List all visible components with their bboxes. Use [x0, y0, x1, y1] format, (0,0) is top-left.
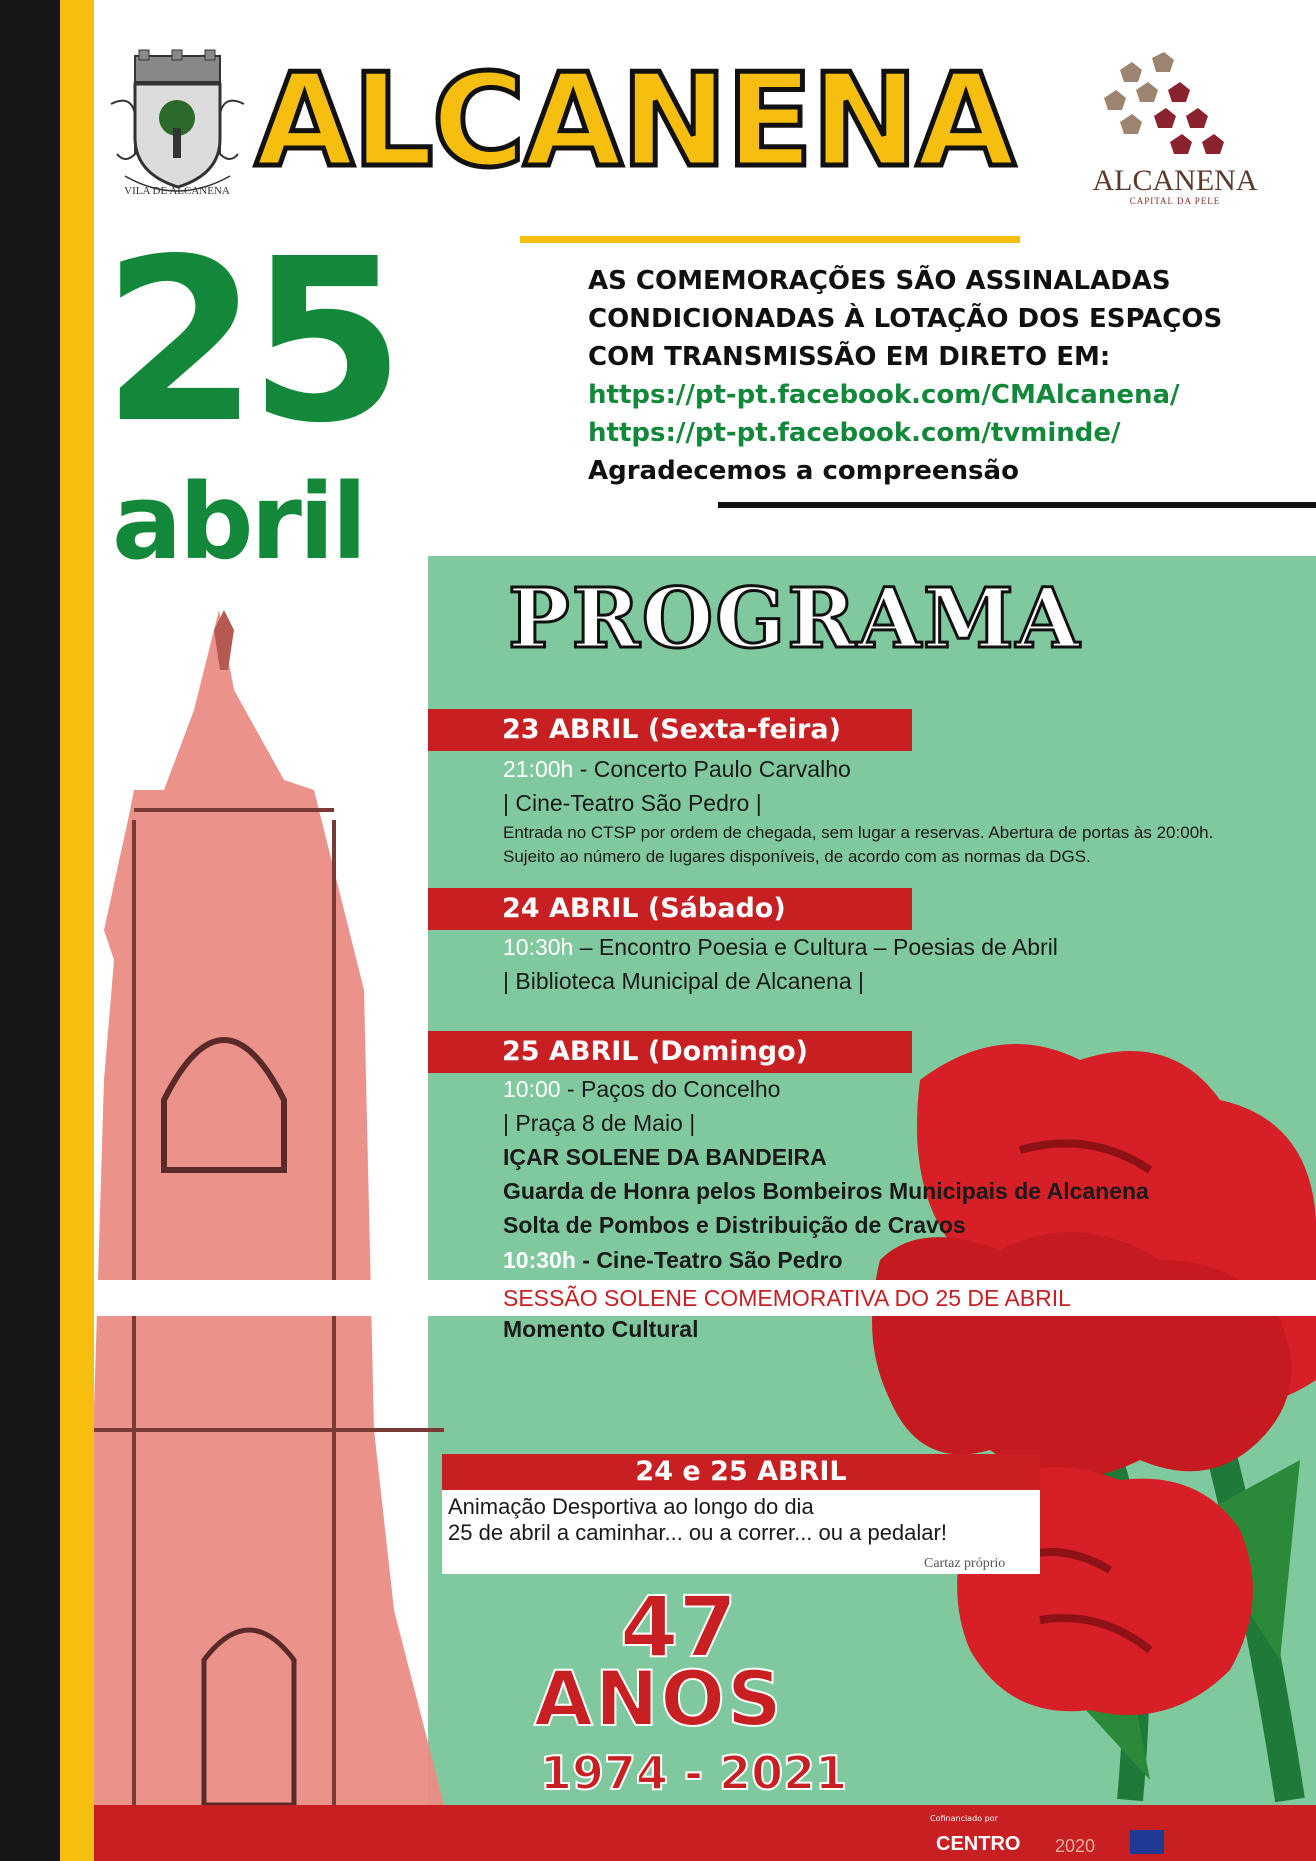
- date-month: abril: [112, 461, 365, 583]
- sessao-solene: SESSÃO SOLENE COMEMORATIVA DO 25 DE ABRIL: [503, 1285, 1071, 1311]
- page-title: ALCANENA: [255, 47, 1014, 196]
- sport-header: 24 e 25 ABRIL: [442, 1454, 1040, 1490]
- facebook-link-cmalcanena[interactable]: https://pt-pt.facebook.com/CMAlcanena/: [588, 380, 1180, 410]
- facebook-link-tvminde[interactable]: https://pt-pt.facebook.com/tvminde/: [588, 418, 1121, 448]
- anniversary-number: 47: [620, 1578, 737, 1676]
- day-header-23-abril: 23 ABRIL (Sexta-feira): [428, 709, 912, 751]
- notice-thanks: Agradecemos a compreensão: [588, 456, 1019, 486]
- event-venue: | Cine-Teatro São Pedro |: [503, 790, 762, 816]
- event-note: Sujeito ao número de lugares disponíveis, de acordo com as normas da DGS.: [503, 847, 1091, 866]
- event-pacos-concelho: [503, 1078, 780, 1101]
- event-time: 10:30h: [503, 934, 574, 960]
- eu-flag-icon: [1130, 1830, 1164, 1854]
- yellow-divider: [520, 236, 1020, 243]
- black-divider: [718, 502, 1316, 508]
- notice-line-3: COM TRANSMISSÃO EM DIRETO EM:: [588, 342, 1111, 372]
- brand-name: ALCANENA: [1092, 164, 1258, 197]
- svg-text:VILA DE ALCANENA: VILA DE ALCANENA: [124, 185, 230, 197]
- event-cine-teatro: [503, 1249, 843, 1272]
- portugal2020-logo: 2020: [1055, 1836, 1096, 1856]
- event-title: - Concerto Paulo Carvalho: [573, 756, 851, 782]
- program-title: PROGRAMA: [508, 571, 1082, 667]
- centro-logo: CENTRO: [936, 1833, 1021, 1855]
- day-header-25-abril: 25 ABRIL (Domingo): [428, 1031, 912, 1073]
- event-time: 10:00: [503, 1076, 561, 1102]
- clock-tower-illustration: [94, 610, 444, 1805]
- yellow-stripe: [60, 0, 94, 1861]
- cofunded-label: Cofinanciado por: [930, 1814, 998, 1823]
- sport-line-2: 25 de abril a caminhar... ou a correr... ou a pedalar!: [448, 1520, 947, 1545]
- event-time: 21:00h: [503, 756, 574, 782]
- carnation-illustration: [860, 1040, 1316, 1805]
- black-stripe: [0, 0, 60, 1861]
- day-header-24-abril: 24 ABRIL (Sábado): [428, 888, 912, 930]
- event-item-bandeira: IÇAR SOLENE DA BANDEIRA: [503, 1144, 827, 1170]
- notice-line-1: AS COMEMORAÇÕES SÃO ASSINALADAS: [588, 266, 1171, 296]
- event-item-pombos: Solta de Pombos e Distribuição de Cravos: [503, 1212, 966, 1238]
- event-venue: | Biblioteca Municipal de Alcanena |: [503, 968, 865, 994]
- cartaz-note: Cartaz próprio: [924, 1556, 1006, 1571]
- anniversary-years: 1974 - 2021: [540, 1746, 848, 1800]
- event-time: 10:30h: [503, 1247, 576, 1273]
- date-day: 25: [102, 211, 396, 473]
- brand-tagline: CAPITAL DA PELE: [1129, 196, 1221, 206]
- event-note: Entrada no CTSP por ordem de chegada, sem lugar a reservas. Abertura de portas às 20:00h.: [503, 823, 1214, 842]
- municipal-crest: [105, 48, 250, 198]
- sport-line-1: Animação Desportiva ao longo do dia: [448, 1494, 814, 1519]
- anniversary-word: ANOS: [534, 1654, 784, 1743]
- notice-line-2: CONDICIONADAS À LOTAÇÃO DOS ESPAÇOS: [588, 304, 1223, 334]
- event-item-guarda: Guarda de Honra pelos Bombeiros Municipais de Alcanena: [503, 1178, 1149, 1204]
- event-venue: | Praça 8 de Maio |: [503, 1110, 696, 1136]
- event-concerto: [503, 758, 851, 781]
- event-poesia: [503, 936, 1058, 959]
- event-title: - Paços do Concelho: [560, 1076, 781, 1102]
- event-title: - Cine-Teatro São Pedro: [575, 1247, 843, 1273]
- event-title: – Encontro Poesia e Cultura – Poesias de Abril: [573, 934, 1058, 960]
- momento-cultural: Momento Cultural: [503, 1316, 699, 1342]
